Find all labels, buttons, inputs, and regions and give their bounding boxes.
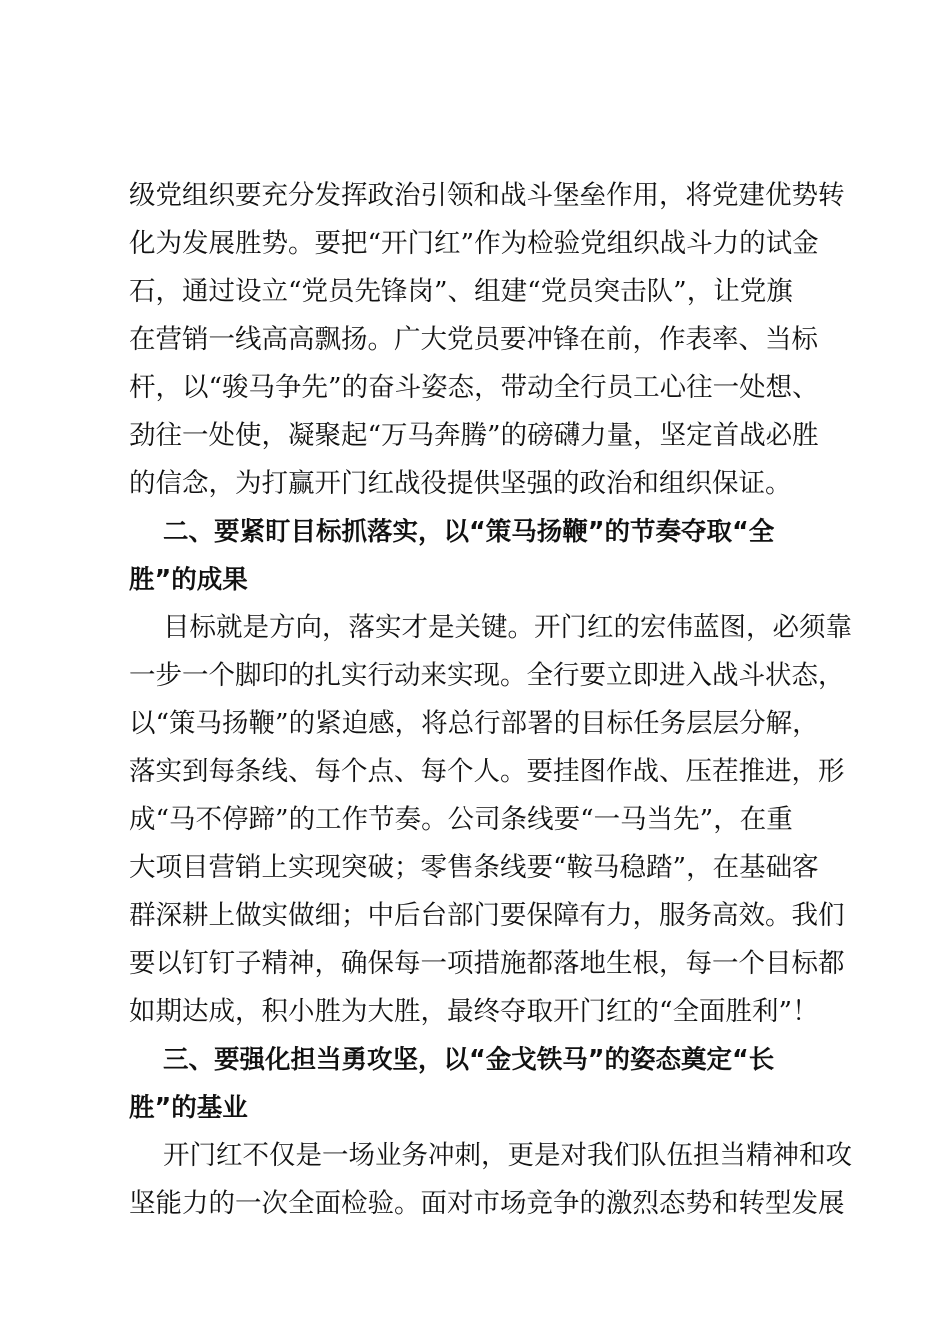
text-line: 化为发展胜势。要把“开门红”作为检验党组织战斗力的试金 [129,228,819,259]
paragraph-start: 目标就是方向，落实才是关键。开门红的宏伟蓝图，必须靠 [163,612,852,643]
text-line: 级党组织要充分发挥政治引领和战斗堡垒作用，将党建优势转 [129,180,845,211]
text-line: 的信念，为打赢开门红战役提供坚强的政治和组织保证。 [129,468,792,499]
text-line: 大项目营销上实现突破；零售条线要“鞍马稳踏”，在基础客 [129,852,819,883]
text-line: 石，通过设立“党员先锋岗”、组建“党员突击队”，让党旗 [129,276,793,307]
section-heading-2-cont: 胜”的成果 [129,565,248,595]
text-line: 在营销一线高高飘扬。广大党员要冲锋在前，作表率、当标 [129,324,818,355]
section-heading-3-cont: 胜”的基业 [129,1093,248,1123]
text-line: 落实到每条线、每个点、每个人。要挂图作战、压茬推进，形 [129,756,845,787]
text-line: 一步一个脚印的扎实行动来实现。全行要立即进入战斗状态， [129,660,845,691]
text-line: 劲往一处使，凝聚起“万马奔腾”的磅礴力量，坚定首战必胜 [129,420,819,451]
text-line: 如期达成，积小胜为大胜，最终夺取开门红的“全面胜利”！ [129,996,819,1027]
text-line: 群深耕上做实做细；中后台部门要保障有力，服务高效。我们 [129,900,845,931]
text-line: 以“策马扬鞭”的紧迫感，将总行部署的目标任务层层分解， [129,708,819,739]
document-body [129,172,852,1228]
section-heading-3: 三、要强化担当勇攻坚，以“金戈铁马”的姿态奠定“长 [163,1045,775,1075]
paragraph-start: 开门红不仅是一场业务冲刺，更是对我们队伍担当精神和攻 [163,1140,852,1171]
section-heading-2: 二、要紧盯目标抓落实，以“策马扬鞭”的节奏夺取“全 [163,517,775,547]
text-line: 成“马不停蹄”的工作节奏。公司条线要“一马当先”，在重 [129,804,793,835]
text-line: 坚能力的一次全面检验。面对市场竞争的激烈态势和转型发展 [129,1188,845,1219]
text-line: 要以钉钉子精神，确保每一项措施都落地生根，每一个目标都 [129,948,845,979]
text-line: 杆，以“骏马争先”的奋斗姿态，带动全行员工心往一处想、 [129,372,819,403]
